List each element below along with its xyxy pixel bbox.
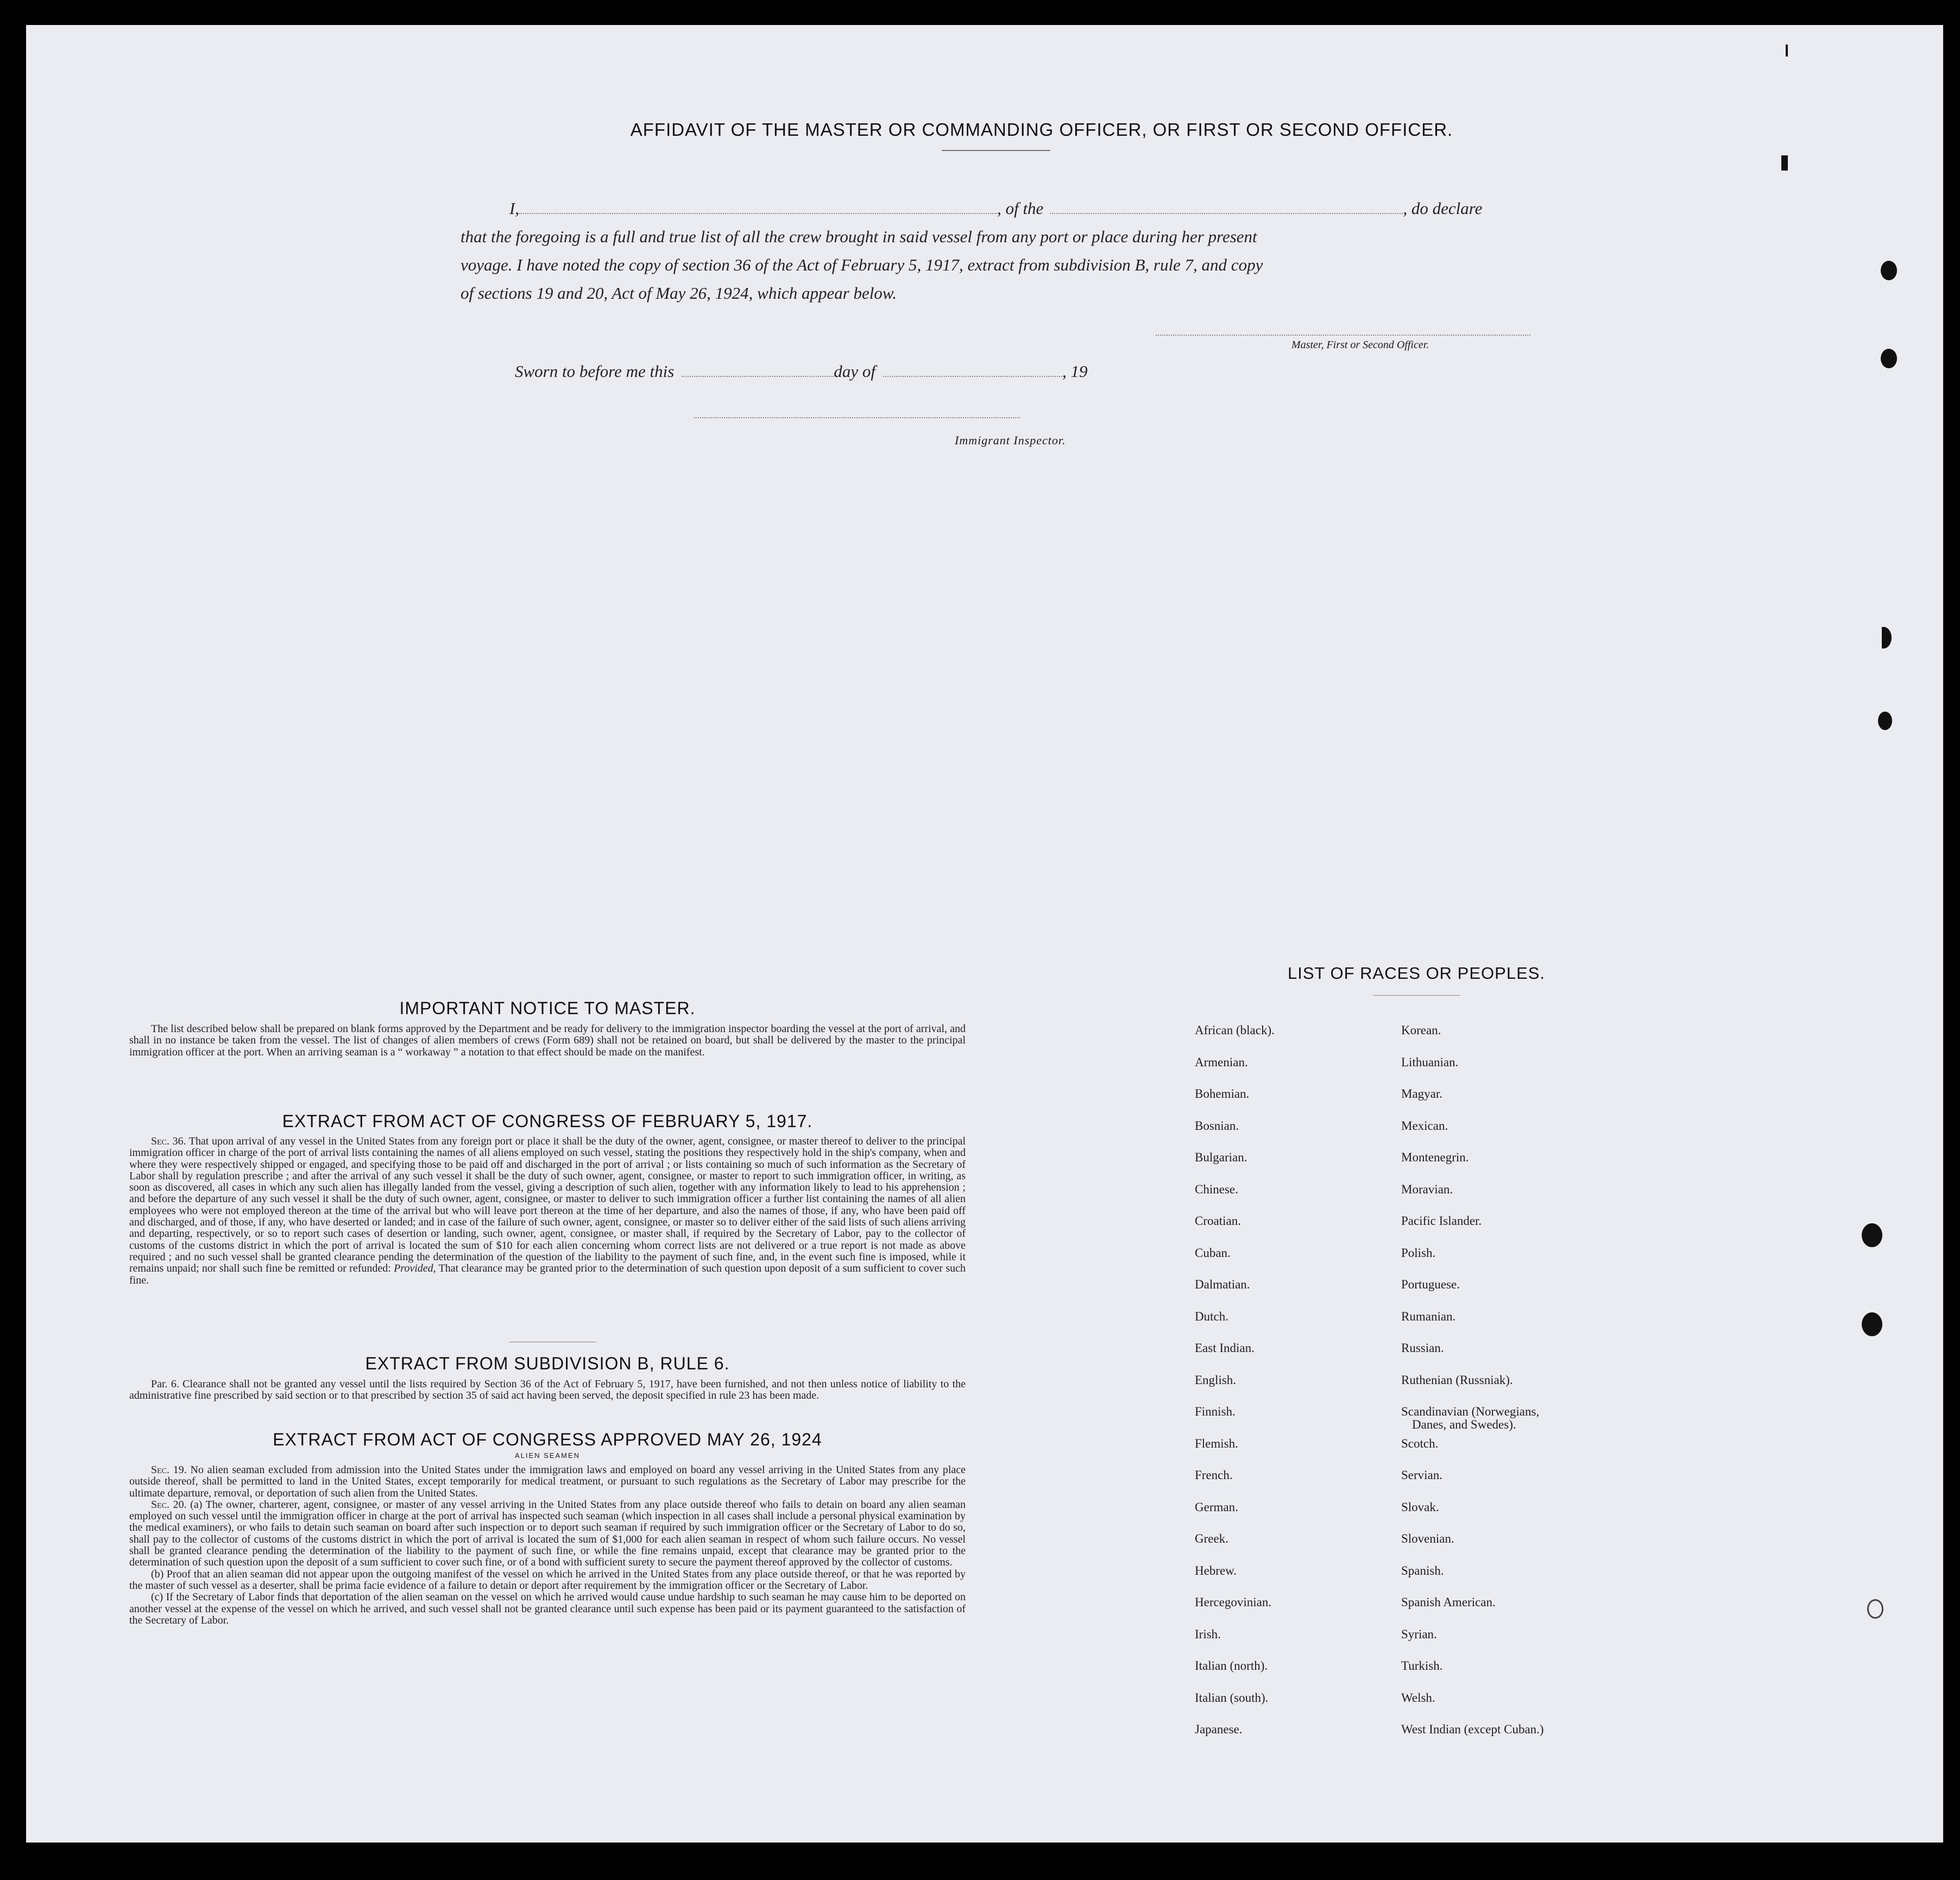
act-1917-body	[129, 1136, 966, 1286]
signature-label: Master, First or Second Officer.	[1291, 339, 1429, 351]
races-left-column	[1195, 1023, 1275, 1755]
race-item: Mexican.	[1401, 1118, 1448, 1133]
sec-36-text: That upon arrival of any vessel in the United States from any foreign port or place it shall be the duty of the owner, agent, consignee, or master thereof to deliver to the principal immigration officer in charge of the port of arrival lists containing the names of all aliens employed on such vessel, stating the positions they respectively hold in the ship's company, when and where they were respectively shipped or engaged, and specifying those to be paid off and discharged in the port of arrival ; or lists containing so much of such information as the Secretary of Labor shall by regulation prescribe ; and after the arrival of any such vessel it shall be the duty of such owner, agent, consignee, or master to report to such immigration officer, in writing, as soon as discovered, all cases in which any such alien has illegally landed from the vessel, giving a description of such alien, together with any information likely to lead to his apprehension ; and before the departure of any such vessel it shall be the duty of such owner, agent, consignee, or master to deliver to such immigration officer a further list containing the names of all alien employees who were not employed thereon at the time of the arrival but who will leave port thereon at the time of her departure, and also the names of those, if any, who have been paid off and discharged, and of those, if any, who have deserted or landed; and in case of the failure of such owner, agent, consignee, or master so to deliver either of the said lists of such aliens arriving and departing, respectively, or so to report such cases of desertion or landing, such owner, agent, consignee, or master shall, if required by the Secretary of Labor, pay to the collector of customs of the customs district in which the port of arrival is located the sum of $10 for each alien concerning whom correct lists are not delivered or a true report is not made as above required ; and no such vessel shall be granted clearance pending the determination of the question of the liability to the payment of such fine, and, in the event such fine is imposed, while it remains unpaid; nor shall such fine be remitted or refunded:	[129, 1135, 966, 1275]
affidavit-line-3: voyage. I have noted the copy of section 36 of the Act of February 5, 1917, extract from subdivision B, rule 7, and copy	[461, 255, 1263, 274]
race-item: Armenian.	[1195, 1055, 1248, 1069]
signature-line	[1156, 335, 1530, 336]
race-item: Portuguese.	[1401, 1278, 1460, 1291]
race-item: Syrian.	[1401, 1627, 1437, 1641]
affidavit-declare: , do declare	[1403, 199, 1483, 218]
race-item: Welsh.	[1401, 1690, 1435, 1705]
race-item: Greek.	[1195, 1532, 1228, 1545]
binder-hole	[1867, 1599, 1883, 1619]
sec-19-label: Sec. 19.	[151, 1464, 187, 1476]
races-title: LIST OF RACES OR PEOPLES.	[1287, 964, 1546, 983]
race-item: Slovak.	[1401, 1500, 1439, 1514]
race-item: English.	[1195, 1373, 1237, 1387]
proviso-label: Provided,	[394, 1262, 436, 1275]
race-item: Hebrew.	[1195, 1563, 1237, 1577]
affidavit-title: AFFIDAVIT OF THE MASTER OR COMMANDING OFFICER, OR FIRST OR SECOND OFFICER.	[630, 120, 1453, 140]
rule-6-title: EXTRACT FROM SUBDIVISION B, RULE 6.	[365, 1354, 730, 1373]
race-item-scandinavian	[1401, 1405, 1544, 1437]
sec-19-text: No alien seaman excluded from admission into the United States under the immigration laws and employed on board any vessel arriving in the United States from any place outside thereof, shall be permitted to land in the United States, except temporarily for medical treatment, or pursuant to such regulations as the Secretary of Labor may prescribe for the ultimate departure, removal, or deportation of such alien from the United States.	[129, 1464, 966, 1499]
sworn-year-text: , 19	[1062, 362, 1088, 381]
race-item: Montenegrin.	[1401, 1150, 1469, 1164]
race-item: Italian (south).	[1195, 1690, 1269, 1705]
race-item: Hercegovinian.	[1195, 1595, 1272, 1609]
notice-paragraph: The list described below shall be prepared on blank forms approved by the Department and be ready for delivery to the immigration inspector boarding the vessel at the port of arrival, and shall in no instance be taken from the vessel. The list of changes of alien members of crews (Form 689) shall not be retained on board, but shall be delivered by the master to the principal immigration officer at the port. When an arriving seaman is a “ workaway ” a notation to that effect should be made on the manifest.	[129, 1023, 966, 1058]
sec-20-label: Sec. 20.	[151, 1498, 187, 1511]
race-item: Dutch.	[1195, 1309, 1228, 1323]
race-item: French.	[1195, 1468, 1233, 1482]
race-item-continuation: Danes, and Swedes).	[1412, 1418, 1516, 1431]
race-item: Spanish.	[1401, 1563, 1444, 1577]
name-blank[interactable]	[519, 212, 997, 214]
race-item: Finnish.	[1195, 1405, 1236, 1418]
edge-mark	[1781, 155, 1788, 171]
race-item: Bohemian.	[1195, 1087, 1250, 1101]
sworn-day-text: day of	[834, 362, 875, 381]
race-item: Magyar.	[1401, 1087, 1443, 1101]
race-item: Dalmatian.	[1195, 1278, 1250, 1291]
act-1924-title: EXTRACT FROM ACT OF CONGRESS APPROVED MAY 26, 1924	[273, 1430, 822, 1449]
races-title-rule	[1373, 995, 1460, 996]
par-6-text: Par. 6. Clearance shall not be granted any vessel until the lists required by Section 36 of the Act of February 5, 1917, have been furnished, and not then unless notice of liability to the administrative fine prescribed by said section or to that prescribed by section 35 of said act having been served, the deposit specified in rule 23 has been made.	[129, 1378, 966, 1402]
race-item: Moravian.	[1401, 1182, 1453, 1196]
race-item: West Indian (except Cuban.)	[1401, 1722, 1544, 1736]
rule-6-body	[129, 1379, 966, 1402]
race-item: Italian (north).	[1195, 1659, 1268, 1672]
race-item: Pacific Islander.	[1401, 1214, 1482, 1228]
sworn-month-blank[interactable]	[883, 375, 1062, 377]
proviso-text: That clearance may be granted prior to the determination of such question upon deposit of a sum sufficient to cover such fine.	[129, 1262, 966, 1286]
affidavit-of-the: , of the	[997, 199, 1044, 218]
race-item: Lithuanian.	[1401, 1055, 1459, 1069]
race-item: Slovenian.	[1401, 1532, 1454, 1545]
affidavit-line-1	[509, 193, 1482, 223]
race-item: East Indian.	[1195, 1341, 1255, 1355]
document-page	[26, 25, 1943, 1843]
races-right-column	[1401, 1023, 1544, 1755]
sec-20b-text: (b) Proof that an alien seaman did not appear upon the outgoing manifest of the vessel on which he arrived in the United States from any place outside thereof, or that he was reported by the master of such vessel as a deserter, shall be prima facie evidence of a failure to detain or deport after requirement by the immigration officer or the Secretary of Labor.	[129, 1568, 966, 1592]
race-item: Korean.	[1401, 1023, 1441, 1037]
corner-mark	[1786, 45, 1788, 56]
race-item: Croatian.	[1195, 1214, 1241, 1228]
race-item: African (black).	[1195, 1023, 1275, 1037]
sec-19-paragraph	[129, 1464, 966, 1499]
inspector-label: Immigrant Inspector.	[955, 433, 1066, 447]
race-item: Japanese.	[1195, 1722, 1243, 1736]
inspector-line	[694, 417, 1020, 418]
binder-hole	[1881, 261, 1897, 280]
race-item: Servian.	[1401, 1468, 1443, 1482]
race-item: Irish.	[1195, 1627, 1221, 1641]
affidavit-line-2: that the foregoing is a full and true list of all the crew brought in said vessel from any port or place during her present	[461, 227, 1257, 246]
sworn-line	[515, 356, 1087, 386]
sec-20a-text: (a) The owner, charterer, agent, consignee, or master of any vessel arriving in the United States from any place outside thereof who fails to detain on board any alien seaman employed on such vessel until the immigration officer in charge at the port of arrival has inspected such seaman (which inspection in all cases shall include a personal physical examination by the medical examiners), or who fails to detain such seaman on board after such inspection or to deport such seaman if required by such immigration officer or the Secretary of Labor to do so, shall pay to the collector of customs of the customs district in which the port of arrival is located the sum of $1,000 for each alien seaman in respect of whom such failure occurs. No vessel shall be granted clearance pending the determination of the liability to the payment of such fine, or while the fine remains unpaid, except that clearance may be granted prior to the determination of such question upon the deposit of a sum sufficient to cover such fine, or of a bond with sufficient surety to secure the payment thereof approved by the collector of customs.	[129, 1498, 966, 1569]
binder-hole	[1881, 349, 1897, 368]
race-item: Ruthenian (Russniak).	[1401, 1373, 1513, 1387]
race-item: Cuban.	[1195, 1246, 1231, 1260]
binder-hole	[1875, 627, 1892, 649]
title-rule	[942, 150, 1050, 151]
race-item: Scotch.	[1401, 1436, 1439, 1450]
race-item: Turkish.	[1401, 1659, 1443, 1672]
race-item: Polish.	[1401, 1246, 1436, 1260]
binder-hole	[1878, 712, 1892, 730]
race-item: Flemish.	[1195, 1436, 1238, 1450]
sec-36-paragraph	[129, 1136, 966, 1286]
sec-36-label: Sec. 36.	[151, 1135, 186, 1147]
race-item-text: Scandinavian (Norwegians,	[1401, 1405, 1540, 1418]
sworn-day-blank[interactable]	[682, 375, 834, 377]
race-item: Bosnian.	[1195, 1118, 1239, 1133]
vessel-blank[interactable]	[1050, 212, 1403, 214]
race-item: Rumanian.	[1401, 1309, 1456, 1323]
sworn-text: Sworn to before me this	[515, 362, 675, 381]
act-1917-title: EXTRACT FROM ACT OF CONGRESS OF FEBRUARY 5, 1917.	[282, 1111, 813, 1131]
race-item: Chinese.	[1195, 1182, 1238, 1196]
race-item: Bulgarian.	[1195, 1150, 1247, 1164]
binder-hole	[1862, 1223, 1882, 1247]
sec-20a-paragraph	[129, 1499, 966, 1569]
affidavit-i: I,	[509, 199, 520, 218]
binder-hole	[1862, 1312, 1882, 1336]
notice-body	[129, 1023, 966, 1058]
affidavit-line-4: of sections 19 and 20, Act of May 26, 1924, which appear below.	[461, 284, 897, 303]
sec-20c-text: (c) If the Secretary of Labor finds that deportation of the alien seaman on the vessel on which he arrived would cause undue hardship to such seaman he may cause him to be deported on another vessel at the expense of the vessel on which he arrived, and such vessel shall not be granted clearance until such expense has been paid or its payment guaranteed to the satisfaction of the Secretary of Labor.	[129, 1591, 966, 1626]
act-1924-body	[129, 1464, 966, 1626]
alien-seamen-subtitle: ALIEN SEAMEN	[514, 1451, 581, 1460]
notice-title: IMPORTANT NOTICE TO MASTER.	[399, 998, 696, 1018]
race-item: Russian.	[1401, 1341, 1444, 1355]
race-item: Spanish American.	[1401, 1595, 1496, 1609]
race-item: German.	[1195, 1500, 1238, 1514]
